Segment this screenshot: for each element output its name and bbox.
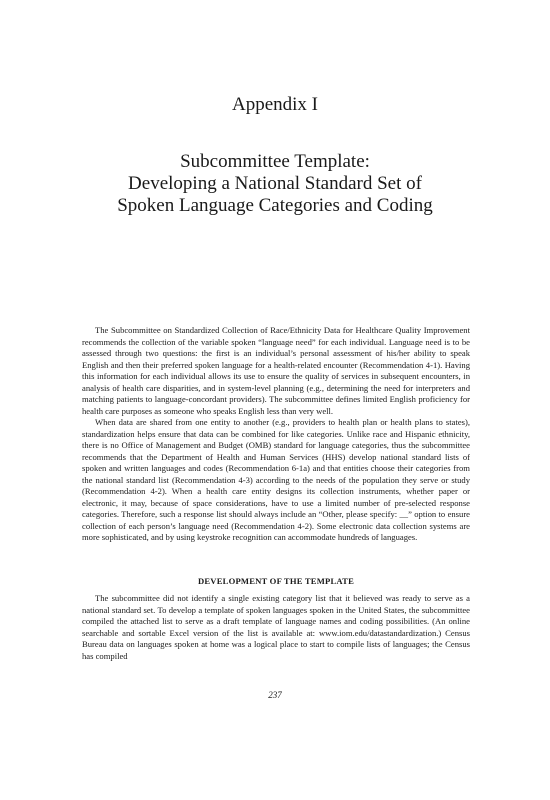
development-section [82, 593, 470, 662]
page-number: 237 [268, 690, 282, 700]
intro-paragraph-1: The Subcommittee on Standardized Collection of Race/Ethnicity Data for Healthcare Quality Improvement recommends the collection of the variable spoken “language need” for each individual. Language need is to be assessed through two questions: the first is an individual’s personal assessment of his/her ability to speak English and then their preferred spoken language for a health-related encounter (Recommendation 4-1). Having this information for each individual allows its use to ensure the quality of services in subsequent encounters, in analysis of health care disparities, and in system-level planning (e.g., determining the need for interpreters and matching patients to language-concordant providers). The subcommittee defines limited English proficiency for health care purposes as someone who speaks English less than very well. [82, 325, 470, 416]
appendix-label: Appendix I [231, 94, 318, 115]
intro-section [82, 325, 470, 544]
title-line-3: Spoken Language Categories and Coding [117, 195, 433, 216]
page-title [60, 151, 490, 217]
section-heading: DEVELOPMENT OF THE TEMPLATE [197, 576, 355, 586]
intro-paragraph-2: When data are shared from one entity to another (e.g., providers to health plan or health plans to states), standardization helps ensure that data can be combined for like categories. Unlike race and Hispanic ethnicity, there is no Office of Management and Budget (OMB) standard for language categories, thus the subcommittee recommends that the Department of Health and Human Services (HHS) develop national standard lists of spoken and written languages and codes (Recommendation 6-1a) and that entities choose their categories from the national standard list (Recommendation 4-3) according to the needs of the population they serve or study (Recommendation 4-2). When a health care entity designs its collection instruments, whether paper or electronic, it may, because of space considerations, have to use a limited number of pre-selected response categories. Therefore, such a response list should always include an “Other, please specify: __” option to ensure collection of each person’s language need (Recommendation 4-2). Some electronic data collection systems are more sophisticated, and by using keystroke recognition can accommodate hundreds of languages. [82, 417, 470, 542]
title-line-1: Subcommittee Template: [180, 151, 370, 172]
development-paragraph-1: The subcommittee did not identify a single existing category list that it believed was ready to serve as a national standard set. To develop a template of spoken languages spoken in the United States, the subcommittee compiled the attached list to serve as a draft template of language names and coding possibilities. (An online searchable and sortable Excel version of the list is available at: www.iom.edu/datastandardization.) Census Bureau data on languages spoken at home was a logical place to start to compile lists of languages; the Census has compiled [82, 593, 470, 661]
title-line-2: Developing a National Standard Set of [128, 173, 422, 194]
